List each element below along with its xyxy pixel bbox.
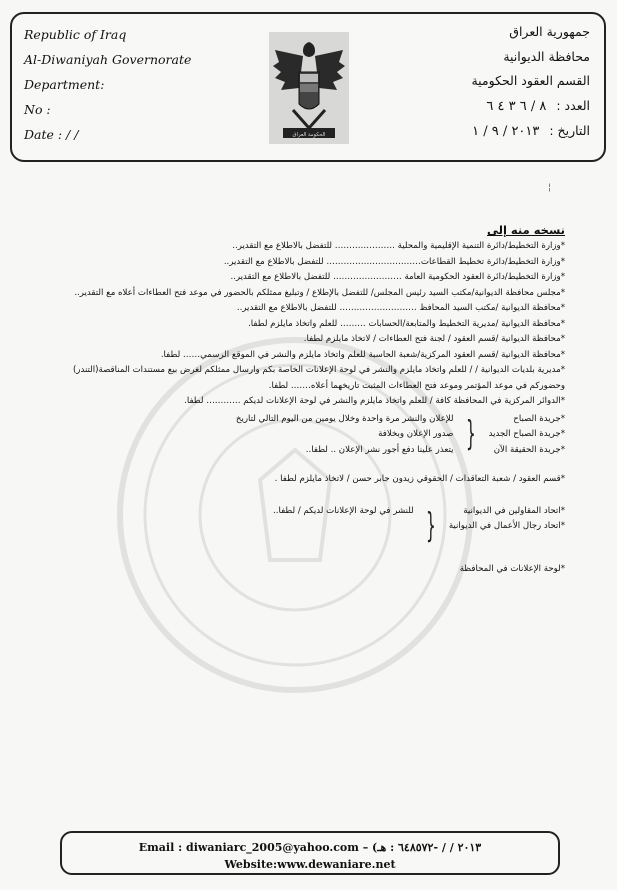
letterhead bbox=[10, 12, 606, 162]
contracts-line: *قسم العقود / شعبة التعاقدات / الحقوقي زيدون جابر حسن / لاتخاذ مايلزم لطفا . bbox=[274, 474, 565, 484]
newspaper-item: *جريدة الحقيقة الآن bbox=[493, 444, 565, 455]
newspapers-group bbox=[45, 412, 565, 459]
date-en: Date : / / bbox=[24, 127, 79, 142]
department-en: Department: bbox=[24, 77, 105, 92]
recipient-line: *مجلس محافظة الديوانية/مكتب السيد رئيس المجلس/ للتفضل بالإطلاع / وتبليغ ممثلكم بالحضور في موعد فتح العطاءات أعلاه مع التقدير.. bbox=[74, 287, 565, 298]
footer-email-phone: Email : diwaniarc_2005@yahoo.com – (٢٠١٣ / / -٦٤٨٥٧٢ : هـ bbox=[138, 841, 482, 854]
newspaper-note bbox=[223, 412, 453, 459]
republic-ar: جمهورية العراق bbox=[509, 24, 590, 39]
recipient-line: *مديرية بلديات الديوانية / / للعلم واتخاذ مايلزم والنشر في لوحة الإعلانات الخاصة بكم وارسال ممثلكم لغرض بيع مستندات المناقصة(التندر) وحضوركم في موعد المؤتمر وموعد فتح العطاءات المثبت تاريخهما أعلاه……. لطفا. bbox=[72, 365, 565, 391]
newspaper-list bbox=[489, 412, 565, 459]
newspaper-item: *جريدة الصباح الجديد bbox=[488, 429, 565, 439]
recipient-line: *وزارة التخطيط/دائرة تخطيط القطاعات…………………………… للتفضل بالاطلاع مع التقدير.. bbox=[223, 256, 565, 267]
governorate-en: Al-Diwaniyah Governorate bbox=[24, 52, 192, 67]
contact-footer bbox=[60, 831, 560, 875]
letterhead-arabic bbox=[471, 20, 590, 145]
number-en: No : bbox=[24, 102, 51, 117]
newspaper-note-2: يتعذر علينا دفع أجور نشر الإعلان .. لطفا.. bbox=[305, 444, 454, 455]
governorate-ar: محافظة الديوانية bbox=[503, 48, 590, 64]
board-line: *لوحة الإعلانات في المحافظة bbox=[459, 563, 565, 574]
republic-en: Republic of Iraq bbox=[24, 27, 127, 42]
recipient-line: *الدوائر المركزية في المحافظة كافة / للعلم واتخاذ مايلزم والنشر في لوحة الإعلانات لديكم ………… لطفا. bbox=[184, 396, 565, 406]
unions-group bbox=[45, 504, 565, 548]
union-list bbox=[449, 504, 565, 535]
newspaper-item: *جريدة الصباح bbox=[513, 413, 565, 424]
newspaper-note-1: للإعلان والنشر مرة واحدة وخلال يومين من اليوم التالي لتاريخ صدور الإعلان وبخلافة bbox=[235, 413, 454, 439]
recipient-line: *وزارة التخطيط/دائرة التنمية الإقليمية والمحلية ………………… للتفضل بالاطلاع مع التقدير.. bbox=[232, 241, 565, 251]
distribution-list bbox=[45, 222, 565, 577]
recipient-line: *محافظة الديوانية /مديرية التخطيط والمتابعة/الحسابات ……… للعلم واتخاذ مايلزم لطفا. bbox=[248, 318, 565, 329]
stray-mark: ¦ bbox=[548, 183, 552, 193]
date-value-ar: ٢٠١٣ / ٩ / ١ bbox=[472, 124, 540, 139]
curly-brace-icon: { bbox=[426, 505, 437, 546]
number-value-ar: ٨ / ٦ ٣ ٤ ٦ bbox=[486, 98, 547, 114]
recipient-line: *محافظة الديوانية /قسم العقود المركزية/شعبة الحاسبة للعلم واتخاذ مايلزم والنشر في الموقع الرسمي…… لطفا. bbox=[160, 349, 565, 360]
number-ar bbox=[471, 94, 590, 120]
date-label-ar: التاريخ : bbox=[549, 123, 590, 138]
number-label-ar: العدد : bbox=[556, 97, 590, 113]
curly-brace-icon: { bbox=[466, 413, 476, 454]
emblem-caption: الحكومة العراق bbox=[292, 132, 326, 138]
recipient-line: *محافظة الديوانية /مكتب السيد المحافظ ……………………… للتفضل بالاطلاع مع التقدير.. bbox=[236, 303, 565, 313]
department-ar: القسم العقود الحكومية bbox=[471, 73, 590, 88]
copies-to-title: نسخه منه إلى bbox=[487, 223, 565, 237]
union-note: للنشر في لوحة الإعلانات لديكم / لطفا.. bbox=[272, 505, 414, 516]
union-item: *اتحاد المقاولين في الديوانية bbox=[463, 505, 565, 516]
eagle-emblem-icon bbox=[269, 32, 349, 144]
recipient-line: *محافظة الديوانية /قسم العقود / لجنة فتح العطاءات / لاتخاذ مايلزم لطفا. bbox=[303, 334, 565, 344]
date-ar bbox=[471, 119, 590, 145]
recipient-line: *وزارة التخطيط/دائرة العقود الحكومية العامة …………………… للتفضل بالاطلاع مع التقدير.. bbox=[230, 272, 565, 282]
footer-website: Website:www.dewaniare.net bbox=[224, 858, 396, 871]
letterhead-english bbox=[24, 22, 191, 147]
union-item: *اتحاد رجال الأعمال في الديوانية bbox=[448, 521, 565, 531]
